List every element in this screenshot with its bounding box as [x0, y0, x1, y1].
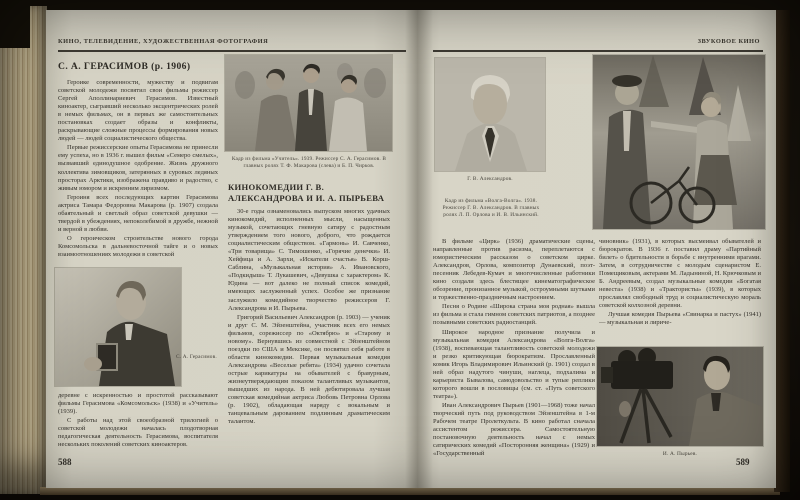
left-col1-text-continued — [58, 392, 218, 454]
paragraph: Лучшая комедия Пырьева «Свинарка и пастух» (1941) — музыкальная и лириче- — [599, 311, 761, 327]
left-page-number: 588 — [58, 457, 72, 467]
left-col2-text — [228, 208, 390, 456]
paragraph: Первые режиссерские опыты Герасимова не принесли ему успеха, но в 1936 г. вышел фильм «Семеро смелых», вызвавший единодушное одобрение. Жизнь дружного коллектива зимовщиков, затерянных в суровых ледяных просторах Арктики, изображена правдиво и радостно, с живым юмором и искренним лиризмом. — [58, 144, 218, 192]
paragraph: Широкое народное признание получила и музыкальная комедия Александрова «Волга-Волга» (1938), воспевающая талантливость советской молодежи и резко критикующая бюрократизм. Прославленный комик Игорь Владимирович Ильинский (р. 1901) создал в ней образ надутого чинуши, наглеца, подхалима и карьериста Бывалова, самодовольство и тупые реплики которого вошли в пословицы (см. ст. «Путь советского театра»). — [433, 328, 595, 400]
left-running-header: КИНО, ТЕЛЕВИДЕНИЕ, ХУДОЖЕСТВЕННАЯ ФОТОГРАФИЯ — [58, 38, 269, 45]
photo-volga-volga-film-still — [593, 55, 765, 229]
right-header-rule — [433, 50, 763, 52]
photo-aleksandrov-portrait — [435, 58, 545, 171]
aleksandrov-portrait-caption: Г. В. Александров. — [467, 176, 513, 182]
paragraph: 30-е годы ознаменовались выпуском многих удачных кинокомедий, исполненных мысли, насыщенных музыкой, сочетающих гневную сатиру с радостным утверждением того нового, доброго, что рождается социалистическим обществом. «Гармонь» И. Савченко, «Три товарища» С. Тимошенко, «Горячие денечки» И. Хейфица и А. Зархи, «Искатели счастья» В. Корш-Саблина, «Музыкальная история» А. Ивановского, «Подкидыш» Т. Лукашевич, «Девушка с характером» К. Юдина — вот далеко не полный список комедий, имеющих заслуженный успех. Особое же признание заслужило комедийное творчество режиссеров Г. Александрова и И. Пырьева. — [228, 208, 390, 312]
gerasimov-portrait-caption: С. А. Герасимов. — [176, 354, 217, 360]
right-col1-text — [433, 238, 595, 472]
section-title-kinokomedii: КИНОКОМЕДИИ Г. В. АЛЕКСАНДРОВА И И. А. ПЫРЬЕВА — [228, 182, 385, 203]
paragraph: деревне с искренностью и простотой рассказывают фильмы Герасимова «Комсомольск» (1938) и «Учитель» (1939). — [58, 392, 218, 416]
photo-gerasimov-portrait — [55, 268, 181, 386]
photo-pyryev-with-camera — [597, 347, 763, 446]
paragraph: Иван Александрович Пырьев (1901—1968) тоже начал творческий путь под руководством Эйзенштейна в 1-м Рабочем театре Пролеткульта. В кино работал сначала ассистентом режиссера. Самостоятельную постановочную деятельность начал с немых сатирических комедий «Посторонняя женщина» (1929) и «Государственный — [433, 401, 595, 458]
book-spine-shadow — [0, 0, 30, 48]
photo-uchitel-film-still — [225, 55, 392, 151]
volga-volga-caption: Кадр из фильма «Волга-Волга». 1938. Режиссер Г. В. Александров. В главных ролях Л. П. Орлова и И. В. Ильинский. — [442, 198, 540, 218]
book-fore-edge — [0, 6, 47, 494]
book-cover-edge — [774, 10, 790, 492]
right-running-header: ЗВУКОВОЕ КИНО — [697, 38, 760, 45]
left-header-rule — [58, 50, 406, 52]
paragraph: Григорий Васильевич Александров (р. 1903) — ученик и друг С. М. Эйзенштейна, участник всех его немых фильмов, сорежиссер по «Октябрю» и «Старому и новому». Вернувшись из совместной с Эйзенштейном поездки по США и Мексике, он посвятил себя работе в области кинокомедии. Первая музыкальная комедия Александрова «Веселые ребята» (1934) удачно сочетала острые карикатуры на обывателей с бравурным, жизнеутверждающим показом талантливых музыкантов, вышедших из народа. В ней дебютировала лучшая советская комедийная актриса Любовь Петровна Орлова (р. 1902), обладающая наряду с вокальным и танцевальным дарованием подлинным драматическим талантом. — [228, 313, 390, 426]
right-page — [418, 10, 776, 488]
right-col2-text — [599, 238, 761, 344]
book-bottom-edge — [40, 487, 780, 495]
paragraph: чиновник» (1931), в которых высмеивал обывателей и бюрократов. В 1936 г. поставил драму «Партийный билет» о бдительности в борьбе с внутренними врагами. Затем, в сотрудничестве с молодым сценаристом Е. Помещиковым, актерами М. Ладыниной, Н. Крючковым и Б. Андреевым, создал музыкальные комедии «Богатая невеста» (1938) и «Трактористы» (1939), в которых прославлял свободный труд и социалистическую мораль советской колхозной деревни. — [599, 238, 761, 310]
paragraph: Героике современности, мужеству и подвигам советской молодежи посвятил свои фильмы режиссер Сергей Аполлинариевич Герасимов. Известный киноактер, сыгравший несколько эксцентрических ролей в немых фильмах, он в первых же самостоятельных постановках создает образы и конфликты, раскрывающие сложные процессы формирования новых людей — людей социалистического общества. — [58, 79, 218, 143]
paragraph: С работы над этой своеобразной трилогией о советской молодежи началась плодотворная педагогическая деятельность Герасимова, воспитателя нескольких поколений советских киноактеров. — [58, 417, 218, 449]
uchitel-film-still-caption: Кадр из фильма «Учитель». 1939. Режиссер С. А. Герасимов. В главных ролях Т. Ф. Макарова (слева) и Б. П. Чирков. — [231, 156, 387, 169]
left-col1-text — [58, 79, 218, 267]
paragraph: В фильме «Цирк» (1936) драматические сцены, направленные против расизма, переплетаются с юмористическим рассказом о советском цирке. Александров, Орлова, композитор Дунаевский, поэт-песенник Лебедев-Кумач и многочисленные работники кино создали здесь блестящее кинематографическое обозрение, пронизанное музыкой, остроумными шутками и торжественно-праздничным настроением. — [433, 238, 595, 302]
paragraph: Героиня всех последующих картин Герасимова актриса Тамара Федоровна Макарова (р. 1907) создала обаятельный и светлый образ советской девушки — твердой в убеждениях, непоколебимой в дружбе, нежной и верной в любви. — [58, 193, 218, 233]
article-title-gerasimov: С. А. ГЕРАСИМОВ (р. 1906) — [58, 61, 191, 72]
right-page-number: 589 — [736, 457, 750, 467]
paragraph: О героическом строительстве нового города Комсомольска в дальневосточной тайге и о новых взаимоотношениях молодежи в советской — [58, 234, 218, 258]
left-page — [46, 10, 418, 488]
pyryev-photo-caption: И. А. Пырьев. — [662, 451, 698, 457]
paragraph: Песня о Родине «Широка страна моя родная» вышла из фильма и стала гимном советских патриотов, а позднее позывными советских радиостанций. — [433, 303, 595, 327]
